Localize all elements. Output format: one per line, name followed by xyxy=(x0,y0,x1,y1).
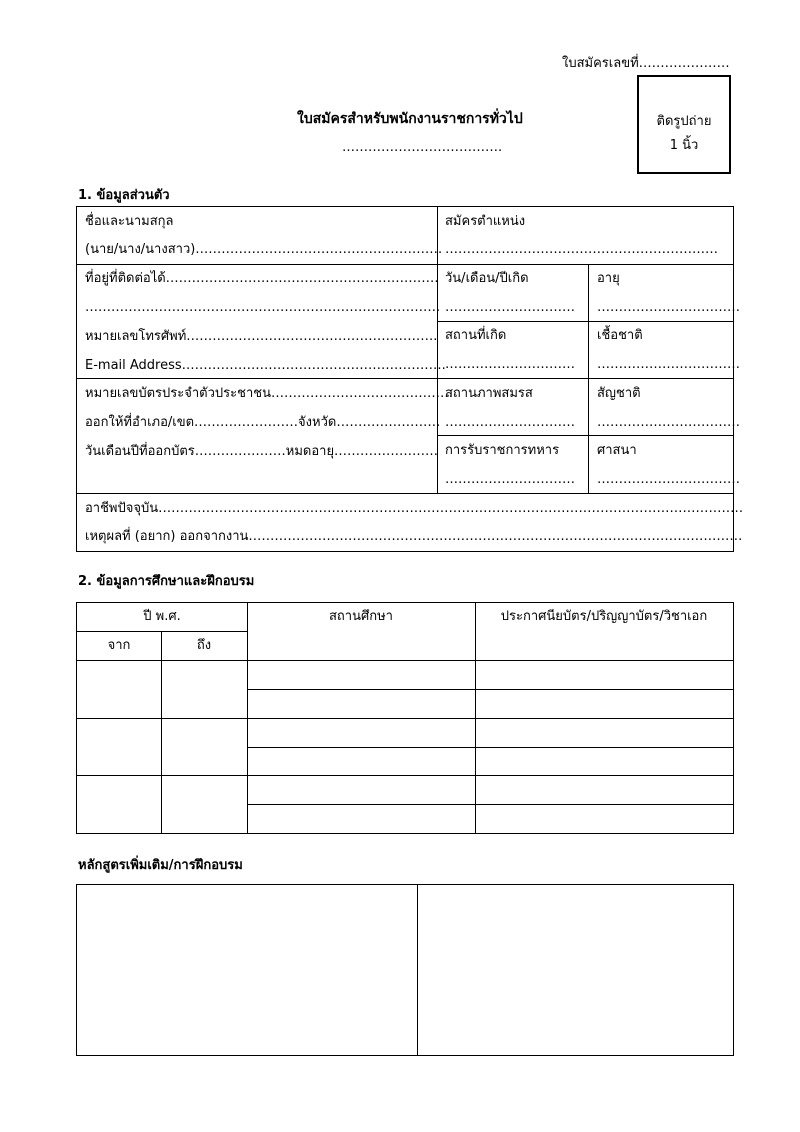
name-label: ชื่อและนามสกุล xyxy=(85,214,174,229)
marital-field[interactable]: ………………………… xyxy=(445,415,575,430)
page-title: ใบสมัครสำหรับพนักงานราชการทั่วไป xyxy=(297,111,523,127)
year-header: ปี พ.ศ. xyxy=(143,609,181,624)
row-divider xyxy=(77,264,733,265)
ethnicity-field[interactable]: …………………………… xyxy=(597,357,740,372)
row-divider xyxy=(77,660,733,661)
birthplace-field[interactable]: ………………………… xyxy=(445,357,575,372)
age-field[interactable]: …………………………… xyxy=(597,300,740,315)
training-table xyxy=(76,884,734,1056)
name-field[interactable]: (นาย/นาง/นางสาว)………………………………………………… xyxy=(85,242,443,257)
age-label: อายุ xyxy=(597,271,620,286)
row-divider xyxy=(437,321,733,322)
institution-header: สถานศึกษา xyxy=(329,609,393,624)
row-divider xyxy=(77,378,733,379)
nationality-label: สัญชาติ xyxy=(597,386,641,401)
issue-date-field[interactable]: วันเดือนปีที่ออกบัตร…………………หมดอายุ…………………… xyxy=(85,444,439,459)
application-number: ใบสมัครเลขที่………………… xyxy=(562,56,730,71)
row-divider xyxy=(247,689,733,690)
section2-heading: 2. ข้อมูลการศึกษาและฝึกอบรม xyxy=(78,574,255,589)
military-field[interactable]: ………………………… xyxy=(445,472,575,487)
col-divider xyxy=(161,631,162,833)
row-divider xyxy=(247,747,733,748)
issued-at-field[interactable]: ออกให้ที่อำเภอ/เขต……………………จังหวัด…………………… xyxy=(85,415,441,430)
row-divider xyxy=(247,804,733,805)
address-field-line2[interactable]: ………………………………………………………………………. xyxy=(85,300,441,315)
photo-size: 1 นิ้ว xyxy=(669,138,699,153)
ethnicity-label: เชื้อชาติ xyxy=(597,328,643,343)
section1-heading: 1. ข้อมูลส่วนตัว xyxy=(78,188,170,203)
phone-field[interactable]: หมายเลขโทรศัพท์…………………………………………………. xyxy=(85,329,438,344)
nationality-field[interactable]: …………………………… xyxy=(597,415,740,430)
dob-label: วัน/เดือน/ปีเกิด xyxy=(445,271,529,286)
row-divider xyxy=(77,493,733,494)
from-header: จาก xyxy=(107,638,131,653)
col-divider xyxy=(417,885,418,1055)
section3-heading: หลักสูตรเพิ่มเติม/การฝึกอบรม xyxy=(78,858,243,873)
dob-field[interactable]: ………………………… xyxy=(445,300,575,315)
religion-field[interactable]: …………………………… xyxy=(597,472,740,487)
row-divider xyxy=(77,775,733,776)
marital-label: สถานภาพสมรส xyxy=(445,386,533,401)
religion-label: ศาสนา xyxy=(597,443,637,458)
position-field[interactable]: ……………………………………………………… xyxy=(445,242,718,257)
row-divider xyxy=(77,718,733,719)
col-divider xyxy=(588,264,589,493)
degree-header: ประกาศนียบัตร/ปริญญาบัตร/วิชาเอก xyxy=(500,609,708,624)
to-header: ถึง xyxy=(196,638,212,653)
row-divider xyxy=(437,435,733,436)
address-field[interactable]: ที่อยู่ที่ติดต่อได้……………………………………………………… xyxy=(85,271,439,286)
photo-box xyxy=(637,75,731,174)
idcard-field[interactable]: หมายเลขบัตรประจำตัวประชาชน…………………………………… xyxy=(85,386,453,401)
position-label: สมัครตำแหน่ง xyxy=(445,214,526,229)
title-dots: ………………………………. xyxy=(342,140,503,155)
education-table xyxy=(76,602,734,834)
email-field[interactable]: E-mail Address……………………………………………………. xyxy=(85,358,446,373)
row-divider xyxy=(77,631,247,632)
personal-info-table xyxy=(76,206,744,552)
photo-label: ติดรูปถ่าย xyxy=(656,114,712,129)
military-label: การรับราชการทหาร xyxy=(445,443,560,458)
birthplace-label: สถานที่เกิด xyxy=(445,328,507,343)
reason-field[interactable]: เหตุผลที่ (อยาก) ออกจากงาน…………………………………………………………………………………………………… xyxy=(85,529,743,544)
occupation-field[interactable]: อาชีพปัจจุบัน……………………………………………………………………………………………………………………… xyxy=(85,501,744,516)
